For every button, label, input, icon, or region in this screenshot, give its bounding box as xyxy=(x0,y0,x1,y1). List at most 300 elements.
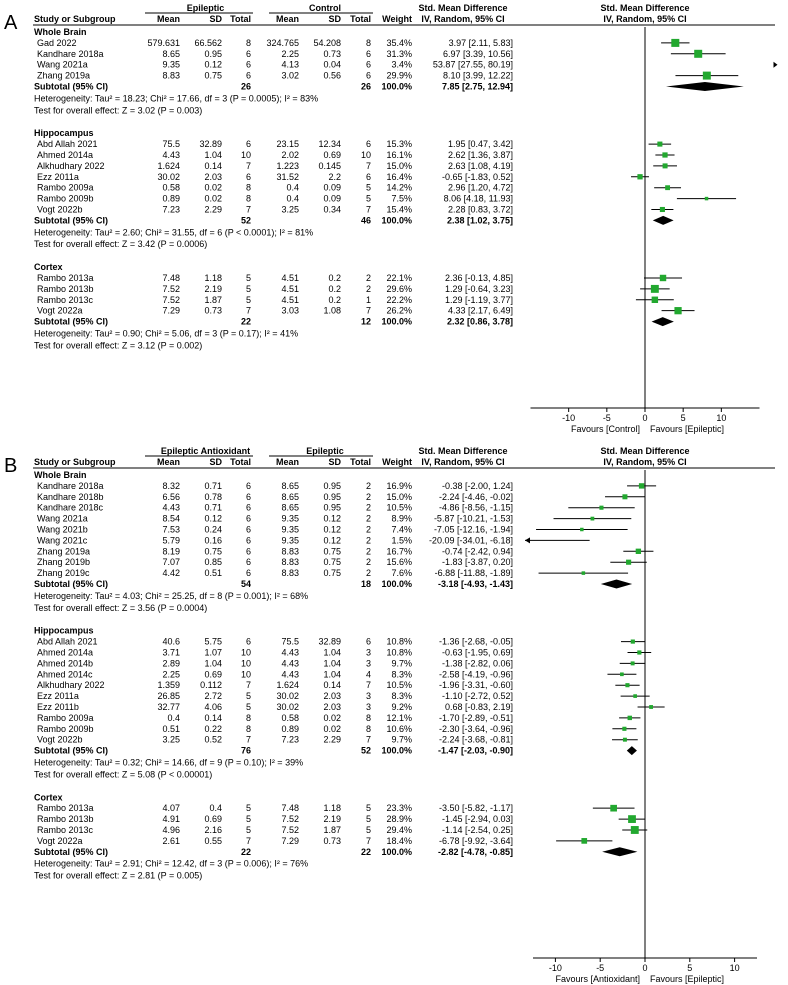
subtotal-ci-text: 2.38 [1.02, 3.75] xyxy=(446,215,513,226)
x-tick-label: 0 xyxy=(642,413,648,423)
total2-value: 5 xyxy=(365,803,371,814)
favours-right-label: Favours [Epileptic] xyxy=(650,974,725,984)
subgroup-title: Hippocampus xyxy=(34,128,94,139)
effect-square xyxy=(582,571,586,575)
effect-square xyxy=(639,483,644,488)
study-name: Kandhare 2018a xyxy=(37,48,104,59)
overall-effect-text: Test for overall effect: Z = 2.81 (P = 0.005) xyxy=(34,870,203,881)
subtotal-label: Subtotal (95% CI) xyxy=(34,846,109,857)
sd2-value: 1.04 xyxy=(323,658,341,669)
subtotal-total1: 22 xyxy=(240,316,251,327)
total1-value: 8 xyxy=(245,193,251,204)
study-name: Abd Allah 2021 xyxy=(37,139,98,150)
x-tick-label: -5 xyxy=(602,413,611,423)
mean2-value: 2.25 xyxy=(281,48,299,59)
overall-effect-text: Test for overall effect: Z = 3.02 (P = 0.003) xyxy=(34,105,203,116)
subtotal-diamond xyxy=(666,82,744,91)
mean1-value: 26.85 xyxy=(157,691,180,702)
study-name: Ahmed 2014c xyxy=(37,669,93,680)
weight-value: 22.1% xyxy=(386,272,412,283)
subgroup-title: Cortex xyxy=(34,792,63,803)
effect-ci-text: -3.50 [-5.82, -1.17] xyxy=(438,803,513,814)
study-name: Ezz 2011a xyxy=(37,171,79,182)
effect-square xyxy=(705,197,709,201)
effect-ci-text: -0.74 [-2.42, 0.94] xyxy=(441,546,513,557)
total2-value: 8 xyxy=(365,37,371,48)
sd2-value: 0.12 xyxy=(323,524,341,535)
mean1-value: 7.52 xyxy=(162,294,180,305)
mean2-value: 9.35 xyxy=(281,513,299,524)
sd2-value: 0.2 xyxy=(328,283,341,294)
effect-ci-text: 1.29 [-0.64, 3.23] xyxy=(444,283,513,294)
effect-square xyxy=(694,50,702,58)
mean2-value: 3.02 xyxy=(281,70,299,81)
effect-ci-text: -6.78 [-9.92, -3.64] xyxy=(438,835,513,846)
study-name: Rambo 2013c xyxy=(37,824,94,835)
sd2-value: 0.69 xyxy=(323,149,341,160)
effect-ci-text: -2.30 [-3.64, -0.96] xyxy=(438,723,513,734)
subtotal-total1: 22 xyxy=(240,846,251,857)
total2-value: 2 xyxy=(365,480,371,491)
subtotal-label: Subtotal (95% CI) xyxy=(34,316,109,327)
effect-square xyxy=(628,815,636,823)
effect-square xyxy=(620,672,624,676)
weight-value: 9.2% xyxy=(391,701,412,712)
mean1-value: 7.52 xyxy=(162,283,180,294)
effect-square xyxy=(665,185,670,190)
sd1-value: 66.562 xyxy=(194,37,222,48)
mean2-value: 0.58 xyxy=(281,712,299,723)
mean2-value: 1.223 xyxy=(276,160,299,171)
sd2-value: 1.08 xyxy=(323,305,341,316)
mean2-value: 31.52 xyxy=(276,171,299,182)
heterogeneity-text: Heterogeneity: Tau² = 4.03; Chi² = 25.25, df = 8 (P = 0.001); I² = 68% xyxy=(34,590,309,601)
total1-value: 6 xyxy=(245,546,251,557)
total2-value: 4 xyxy=(365,669,371,680)
weight-value: 8.9% xyxy=(391,513,412,524)
sd1-value: 0.51 xyxy=(204,568,222,579)
total2-header: Total xyxy=(350,457,371,467)
weight-value: 14.2% xyxy=(386,182,412,193)
sd1-value: 0.24 xyxy=(204,524,222,535)
mean1-value: 0.89 xyxy=(162,193,180,204)
ci-left-arrow xyxy=(525,537,530,543)
study-name: Rambo 2009b xyxy=(37,193,94,204)
mean2-value: 75.5 xyxy=(281,636,299,647)
total1-value: 10 xyxy=(240,647,251,658)
total1-value: 8 xyxy=(245,182,251,193)
heterogeneity-text: Heterogeneity: Tau² = 2.60; Chi² = 31.55, df = 6 (P < 0.0001); I² = 81% xyxy=(34,227,314,238)
effect-ci-text: -2.58 [-4.19, -0.96] xyxy=(438,669,513,680)
subtotal-weight: 100.0% xyxy=(381,745,412,756)
subtotal-total1: 54 xyxy=(240,579,251,589)
total2-value: 2 xyxy=(365,557,371,568)
favours-left-label: Favours [Control] xyxy=(570,424,640,434)
sd2-value: 0.2 xyxy=(328,272,341,283)
subtotal-weight: 100.0% xyxy=(381,215,412,226)
sd1-value: 0.71 xyxy=(204,480,222,491)
total2-value: 6 xyxy=(365,48,371,59)
sd2-value: 2.2 xyxy=(328,171,341,182)
effect-square xyxy=(628,716,632,720)
total2-value: 7 xyxy=(365,680,371,691)
total1-value: 6 xyxy=(245,568,251,579)
mean2-value: 324.765 xyxy=(266,37,299,48)
panel-label: B xyxy=(4,455,18,477)
sd2-value: 54.208 xyxy=(313,37,341,48)
mean1-value: 3.25 xyxy=(162,734,180,745)
subtotal-total2: 22 xyxy=(360,846,371,857)
sd2-value: 1.87 xyxy=(323,824,341,835)
total1-value: 8 xyxy=(245,723,251,734)
sd2-value: 1.04 xyxy=(323,669,341,680)
total1-value: 6 xyxy=(245,139,251,150)
total1-value: 6 xyxy=(245,491,251,502)
effect-ci-text: -2.24 [-3.68, -0.81] xyxy=(438,734,513,745)
subtotal-weight: 100.0% xyxy=(381,316,412,327)
study-name: Zhang 2019c xyxy=(37,568,90,579)
weight-value: 7.6% xyxy=(391,568,412,579)
sd1-value: 0.71 xyxy=(204,502,222,513)
weight-value: 8.3% xyxy=(391,691,412,702)
effect-square xyxy=(651,285,659,293)
weight-value: 15.6% xyxy=(386,557,412,568)
x-tick-label: 5 xyxy=(687,963,693,973)
mean1-value: 4.43 xyxy=(162,149,180,160)
weight-value: 16.4% xyxy=(386,171,412,182)
sd1-value: 0.112 xyxy=(200,680,222,691)
mean1-value: 8.83 xyxy=(162,70,180,81)
weight-value: 7.4% xyxy=(391,524,412,535)
effect-square xyxy=(622,727,626,731)
effect-ci-text: -1.10 [-2.72, 0.52] xyxy=(441,691,513,702)
sd2-value: 12.34 xyxy=(318,139,341,150)
weight-value: 29.9% xyxy=(386,70,412,81)
weight-value: 29.6% xyxy=(386,283,412,294)
total2-value: 2 xyxy=(365,535,371,546)
total1-value: 5 xyxy=(245,294,251,305)
total2-value: 8 xyxy=(365,712,371,723)
total1-value: 7 xyxy=(245,305,251,316)
mean1-header: Mean xyxy=(156,457,180,467)
total1-value: 6 xyxy=(245,636,251,647)
effect-square xyxy=(637,650,641,654)
mean2-value: 9.35 xyxy=(281,524,299,535)
effect-ci-text: 8.06 [4.18, 11.93] xyxy=(443,193,513,204)
total2-value: 6 xyxy=(365,59,371,70)
sd2-value: 0.04 xyxy=(323,59,341,70)
study-name: Rambo 2013b xyxy=(37,283,94,294)
sd2-value: 0.95 xyxy=(323,502,341,513)
total1-value: 6 xyxy=(245,70,251,81)
sd1-value: 5.75 xyxy=(204,636,222,647)
heterogeneity-text: Heterogeneity: Tau² = 18.23; Chi² = 17.66, df = 3 (P = 0.0005); I² = 83% xyxy=(34,93,319,104)
mean1-value: 4.07 xyxy=(162,803,180,814)
sd2-value: 1.18 xyxy=(323,803,341,814)
total1-value: 6 xyxy=(245,480,251,491)
sd1-value: 0.85 xyxy=(204,557,222,568)
sd1-header: SD xyxy=(209,457,222,467)
effect-square xyxy=(637,174,642,179)
effect-ci-text: 2.36 [-0.13, 4.85] xyxy=(444,272,513,283)
subtotal-total2: 12 xyxy=(360,316,371,327)
sd1-value: 2.16 xyxy=(204,824,222,835)
total2-value: 10 xyxy=(360,149,371,160)
effect-square xyxy=(660,207,665,212)
sd1-value: 0.02 xyxy=(204,182,222,193)
effect-column-subtitle: IV, Random, 95% CI xyxy=(421,457,505,467)
offscale-arrow xyxy=(774,62,778,68)
effect-ci-text: -1.70 [-2.89, -0.51] xyxy=(438,712,513,723)
mean1-value: 75.5 xyxy=(162,139,180,150)
mean2-value: 7.29 xyxy=(281,835,299,846)
effect-column-title: Std. Mean Difference xyxy=(418,446,508,456)
total2-value: 2 xyxy=(365,272,371,283)
total2-value: 1 xyxy=(365,294,371,305)
plot-column-title: Std. Mean Difference xyxy=(600,3,690,13)
sd1-value: 0.22 xyxy=(204,723,222,734)
total2-value: 2 xyxy=(365,568,371,579)
sd2-value: 0.145 xyxy=(318,160,341,171)
study-name: Wang 2021b xyxy=(37,524,88,535)
total2-value: 2 xyxy=(365,502,371,513)
subgroup-title: Hippocampus xyxy=(34,625,94,636)
mean2-value: 0.4 xyxy=(286,182,299,193)
total1-value: 5 xyxy=(245,283,251,294)
mean1-value: 4.91 xyxy=(162,814,180,825)
mean2-value: 7.52 xyxy=(281,824,299,835)
study-name: Rambo 2009a xyxy=(37,182,94,193)
subtotal-total1: 52 xyxy=(240,215,251,226)
total2-value: 5 xyxy=(365,193,371,204)
effect-ci-text: 53.87 [27.55, 80.19] xyxy=(432,59,513,70)
x-tick-label: 5 xyxy=(680,413,686,423)
total1-value: 7 xyxy=(245,160,251,171)
study-name: Zhang 2019a xyxy=(37,70,91,81)
total2-value: 3 xyxy=(365,691,371,702)
group2-header: Epileptic xyxy=(306,446,344,456)
mean1-value: 4.42 xyxy=(162,568,180,579)
plot-column-title: Std. Mean Difference xyxy=(600,446,690,456)
weight-value: 7.5% xyxy=(391,193,412,204)
weight-value: 10.5% xyxy=(386,680,412,691)
effect-square xyxy=(591,517,595,521)
total2-value: 3 xyxy=(365,658,371,669)
study-name: Gad 2022 xyxy=(37,37,77,48)
weight-value: 23.3% xyxy=(386,803,412,814)
effect-ci-text: -1.83 [-3.87, 0.20] xyxy=(441,557,513,568)
mean2-value: 23.15 xyxy=(276,139,299,150)
total1-value: 6 xyxy=(245,59,251,70)
subtotal-total1: 26 xyxy=(240,81,251,92)
heterogeneity-text: Heterogeneity: Tau² = 0.32; Chi² = 14.66, df = 9 (P = 0.10); I² = 39% xyxy=(34,757,304,768)
sd2-value: 0.14 xyxy=(323,680,341,691)
mean1-value: 0.4 xyxy=(167,712,180,723)
mean2-value: 0.89 xyxy=(281,723,299,734)
study-name: Vogt 2022a xyxy=(37,305,83,316)
mean1-value: 7.48 xyxy=(162,272,180,283)
sd2-value: 32.89 xyxy=(318,636,341,647)
forest-panel-b xyxy=(4,446,775,984)
mean2-value: 7.23 xyxy=(281,734,299,745)
weight-value: 22.2% xyxy=(386,294,412,305)
subtotal-label: Subtotal (95% CI) xyxy=(34,81,109,92)
overall-effect-text: Test for overall effect: Z = 5.08 (P < 0.00001) xyxy=(34,769,213,780)
sd2-value: 0.56 xyxy=(323,70,341,81)
effect-ci-text: -1.45 [-2.94, 0.03] xyxy=(441,814,513,825)
total1-value: 5 xyxy=(245,701,251,712)
effect-square xyxy=(649,705,653,709)
study-name: Rambo 2013a xyxy=(37,803,94,814)
mean1-value: 30.02 xyxy=(157,171,180,182)
weight-value: 12.1% xyxy=(386,712,412,723)
weight-value: 15.0% xyxy=(386,160,412,171)
mean2-value: 3.25 xyxy=(281,204,299,215)
total1-header: Total xyxy=(230,457,251,467)
mean2-header: Mean xyxy=(275,457,299,467)
total2-value: 6 xyxy=(365,139,371,150)
plot-column-subtitle: IV, Random, 95% CI xyxy=(603,14,687,24)
sd1-value: 2.03 xyxy=(204,171,222,182)
sd2-value: 0.09 xyxy=(323,182,341,193)
subtotal-total2: 52 xyxy=(360,745,371,756)
mean2-value: 8.83 xyxy=(281,557,299,568)
sd1-value: 0.52 xyxy=(204,734,222,745)
x-tick-label: 10 xyxy=(729,963,740,973)
sd1-value: 0.73 xyxy=(204,305,222,316)
weight-value: 15.4% xyxy=(386,204,412,215)
subtotal-weight: 100.0% xyxy=(381,579,412,589)
effect-square xyxy=(623,738,627,742)
total2-value: 8 xyxy=(365,723,371,734)
total2-value: 5 xyxy=(365,814,371,825)
effect-ci-text: 0.68 [-0.83, 2.19] xyxy=(444,701,513,712)
effect-square xyxy=(652,297,658,303)
mean1-value: 40.6 xyxy=(162,636,180,647)
mean1-value: 579.631 xyxy=(147,37,180,48)
weight-value: 18.4% xyxy=(386,835,412,846)
mean1-value: 2.89 xyxy=(162,658,180,669)
total2-value: 6 xyxy=(365,171,371,182)
study-name: Wang 2021a xyxy=(37,513,88,524)
mean1-value: 2.25 xyxy=(162,669,180,680)
total2-value: 5 xyxy=(365,824,371,835)
total2-value: 2 xyxy=(365,283,371,294)
subtotal-diamond xyxy=(627,746,637,755)
sd1-value: 1.04 xyxy=(204,658,222,669)
total2-value: 2 xyxy=(365,491,371,502)
effect-ci-text: 2.62 [1.36, 3.87] xyxy=(447,149,513,160)
x-tick-label: -10 xyxy=(548,963,562,973)
subtotal-total1: 76 xyxy=(240,745,251,756)
sd2-value: 0.02 xyxy=(323,723,341,734)
effect-square xyxy=(631,640,635,644)
mean2-value: 7.48 xyxy=(281,803,299,814)
weight-header: Weight xyxy=(382,14,412,24)
sd1-value: 1.04 xyxy=(204,149,222,160)
study-name: Kandhare 2018b xyxy=(37,491,104,502)
total1-value: 10 xyxy=(240,149,251,160)
effect-ci-text: -1.96 [-3.31, -0.60] xyxy=(438,680,513,691)
effect-square xyxy=(610,805,617,812)
total1-value: 6 xyxy=(245,171,251,182)
weight-header: Weight xyxy=(382,457,412,467)
mean1-value: 8.19 xyxy=(162,546,180,557)
x-tick-label: -10 xyxy=(562,413,576,423)
subtotal-ci-text: 7.85 [2.75, 12.94] xyxy=(441,81,513,92)
sd1-value: 0.95 xyxy=(204,48,222,59)
study-name: Kandhare 2018a xyxy=(37,480,104,491)
subtotal-total2: 26 xyxy=(360,81,371,92)
total1-value: 6 xyxy=(245,535,251,546)
mean2-value: 4.43 xyxy=(281,658,299,669)
study-name: Ahmed 2014a xyxy=(37,149,94,160)
total1-value: 7 xyxy=(245,835,251,846)
forest-panel-a xyxy=(4,3,778,434)
mean1-value: 0.51 xyxy=(162,723,180,734)
sd1-value: 2.19 xyxy=(204,283,222,294)
mean2-value: 2.02 xyxy=(281,149,299,160)
mean1-value: 5.79 xyxy=(162,535,180,546)
sd2-value: 0.75 xyxy=(323,546,341,557)
weight-value: 16.9% xyxy=(386,480,412,491)
sd1-value: 0.14 xyxy=(204,160,222,171)
effect-column-subtitle: IV, Random, 95% CI xyxy=(421,14,505,24)
total2-value: 2 xyxy=(365,513,371,524)
total2-value: 7 xyxy=(365,734,371,745)
sd2-value: 0.95 xyxy=(323,491,341,502)
effect-ci-text: 1.95 [0.47, 3.42] xyxy=(447,139,513,150)
mean1-value: 7.23 xyxy=(162,204,180,215)
study-column-header: Study or Subgroup xyxy=(34,457,116,467)
sd2-value: 1.04 xyxy=(323,647,341,658)
sd1-value: 2.29 xyxy=(204,204,222,215)
total2-value: 5 xyxy=(365,182,371,193)
x-tick-label: 10 xyxy=(716,413,727,423)
mean1-header: Mean xyxy=(156,14,180,24)
study-name: Rambo 2013a xyxy=(37,272,94,283)
effect-ci-text: -20.09 [-34.01, -6.18] xyxy=(428,535,513,546)
subtotal-diamond xyxy=(601,580,632,589)
subtotal-total2: 18 xyxy=(360,579,371,589)
sd2-value: 0.73 xyxy=(323,48,341,59)
group2-header: Control xyxy=(309,3,341,13)
subtotal-weight: 100.0% xyxy=(381,846,412,857)
sd2-value: 2.19 xyxy=(323,814,341,825)
study-name: Zhang 2019a xyxy=(37,546,91,557)
effect-ci-text: 6.97 [3.39, 10.56] xyxy=(442,48,513,59)
study-name: Wang 2021a xyxy=(37,59,88,70)
weight-value: 10.5% xyxy=(386,502,412,513)
effect-column-title: Std. Mean Difference xyxy=(418,3,508,13)
favours-right-label: Favours [Epileptic] xyxy=(650,424,725,434)
mean1-value: 7.53 xyxy=(162,524,180,535)
effect-square xyxy=(674,307,681,314)
total1-value: 5 xyxy=(245,272,251,283)
effect-square xyxy=(663,163,668,168)
effect-square xyxy=(633,694,637,698)
sd2-value: 0.2 xyxy=(328,294,341,305)
sd2-header: SD xyxy=(328,14,341,24)
mean2-value: 4.51 xyxy=(281,272,299,283)
weight-value: 9.7% xyxy=(391,734,412,745)
sd1-value: 2.72 xyxy=(204,691,222,702)
subgroup-title: Whole Brain xyxy=(34,27,87,37)
sd2-value: 0.12 xyxy=(323,513,341,524)
mean2-value: 0.4 xyxy=(286,193,299,204)
heterogeneity-text: Heterogeneity: Tau² = 0.90; Chi² = 5.06, df = 3 (P = 0.17); I² = 41% xyxy=(34,328,299,339)
subgroup-title: Cortex xyxy=(34,262,63,273)
